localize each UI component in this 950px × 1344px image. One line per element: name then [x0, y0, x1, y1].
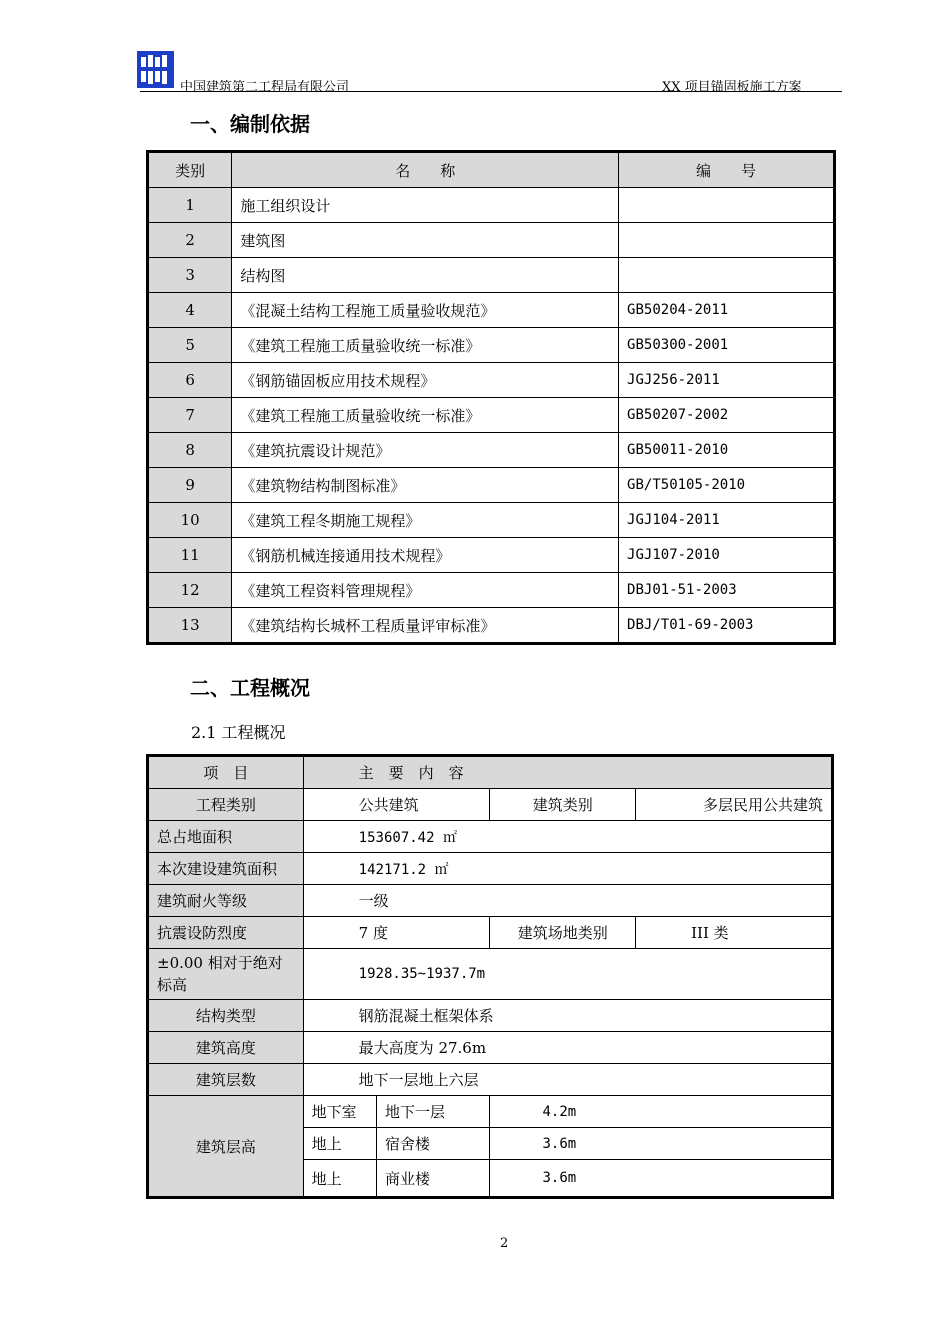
table-row: [148, 917, 833, 949]
table-row: [148, 1064, 833, 1096]
row-name: 施工组织设计: [232, 188, 619, 223]
building-type-label: 建筑类别: [490, 789, 636, 821]
floor-height-value: 3.6m: [490, 1160, 833, 1198]
row-code: [619, 258, 835, 293]
site-class-label: 建筑场地类别: [490, 917, 636, 949]
row-name: 《建筑抗震设计规范》: [232, 433, 619, 468]
table-row: [148, 433, 835, 468]
floor-level: 地上: [303, 1160, 376, 1198]
row-code: GB50300-2001: [619, 328, 835, 363]
floor-building: 地下一层: [376, 1096, 489, 1128]
land-area-value: 153607.42 ㎡: [303, 821, 832, 853]
row-code: DBJ/T01-69-2003: [619, 608, 835, 644]
row-code: GB50207-2002: [619, 398, 835, 433]
row-code: GB50011-2010: [619, 433, 835, 468]
floor-building: 宿舍楼: [376, 1128, 489, 1160]
row-number: 4: [148, 293, 232, 328]
table-row: [148, 258, 835, 293]
floor-count-value: 地下一层地上六层: [303, 1064, 832, 1096]
row-name: 《建筑工程施工质量验收统一标准》: [232, 328, 619, 363]
seismic-value: 7 度: [303, 917, 490, 949]
floor-height-label: 建筑层高: [148, 1096, 304, 1198]
row-name: 《建筑工程施工质量验收统一标准》: [232, 398, 619, 433]
table-row: [148, 538, 835, 573]
row-name: 建筑图: [232, 223, 619, 258]
floor-count-label: 建筑层数: [148, 1064, 304, 1096]
floor-level: 地下室: [303, 1096, 376, 1128]
row-number: 6: [148, 363, 232, 398]
document-title: XX 项目锚固板施工方案: [662, 80, 802, 95]
header-rule: [140, 91, 842, 92]
structure-type-value: 钢筋混凝土框架体系: [303, 1000, 832, 1032]
table-row: [148, 503, 835, 538]
row-code: JGJ104-2011: [619, 503, 835, 538]
project-type-value: 公共建筑: [303, 789, 490, 821]
row-code: JGJ256-2011: [619, 363, 835, 398]
table-row: [148, 328, 835, 363]
row-number: 9: [148, 468, 232, 503]
row-name: 《建筑工程冬期施工规程》: [232, 503, 619, 538]
header-name: 名 称: [232, 152, 619, 188]
row-number: 13: [148, 608, 232, 644]
row-name: 《钢筋锚固板应用技术规程》: [232, 363, 619, 398]
row-name: 《建筑工程资料管理规程》: [232, 573, 619, 608]
seismic-label: 抗震设防烈度: [148, 917, 304, 949]
table-row: [148, 853, 833, 885]
row-name: 《建筑物结构制图标准》: [232, 468, 619, 503]
table-row: [148, 468, 835, 503]
table-row: [148, 223, 835, 258]
row-name: 《建筑结构长城杯工程质量评审标准》: [232, 608, 619, 644]
fire-rating-value: 一级: [303, 885, 832, 917]
row-number: 7: [148, 398, 232, 433]
fire-rating-label: 建筑耐火等级: [148, 885, 304, 917]
building-type-value: 多层民用公共建筑: [636, 789, 833, 821]
row-number: 2: [148, 223, 232, 258]
row-code: [619, 223, 835, 258]
row-number: 8: [148, 433, 232, 468]
building-height-value: 最大高度为 27.6m: [303, 1032, 832, 1064]
row-code: GB50204-2011: [619, 293, 835, 328]
table-row: [148, 821, 833, 853]
header-category: 类别: [148, 152, 232, 188]
table-row: [148, 188, 835, 223]
floor-building: 商业楼: [376, 1160, 489, 1198]
floor-height-value: 4.2m: [490, 1096, 833, 1128]
structure-type-label: 结构类型: [148, 1000, 304, 1032]
row-name: 《钢筋机械连接通用技术规程》: [232, 538, 619, 573]
basis-table: [146, 150, 836, 645]
page-number: 2: [500, 1236, 509, 1251]
floor-level: 地上: [303, 1128, 376, 1160]
row-number: 5: [148, 328, 232, 363]
row-name: 结构图: [232, 258, 619, 293]
row-number: 12: [148, 573, 232, 608]
table-row: [148, 1000, 833, 1032]
table-row: [148, 1032, 833, 1064]
site-class-value: III 类: [636, 917, 833, 949]
row-code: [619, 188, 835, 223]
table-row: [148, 949, 833, 1000]
company-name: 中国建筑第二工程局有限公司: [180, 80, 350, 95]
table-row: [148, 398, 835, 433]
row-code: JGJ107-2010: [619, 538, 835, 573]
table-row: [148, 885, 833, 917]
table-row: [148, 789, 833, 821]
table-header-row: [148, 152, 835, 188]
table-row: [148, 293, 835, 328]
company-logo: [137, 51, 174, 88]
header-content: 主 要 内 容: [303, 756, 832, 789]
elevation-value: 1928.35~1937.7m: [303, 949, 832, 1000]
elevation-label: ±0.00 相对于绝对标高: [148, 949, 304, 1000]
header-code: 编 号: [619, 152, 835, 188]
subsection-heading: 2.1 工程概况: [191, 723, 286, 742]
table-header-row: [148, 756, 833, 789]
row-number: 11: [148, 538, 232, 573]
row-code: DBJ01-51-2003: [619, 573, 835, 608]
row-code: GB/T50105-2010: [619, 468, 835, 503]
build-area-label: 本次建设建筑面积: [148, 853, 304, 885]
section-heading-overview: 二、工程概况: [190, 676, 310, 700]
floor-height-value: 3.6m: [490, 1128, 833, 1160]
overview-table: [146, 754, 834, 1199]
row-name: 《混凝土结构工程施工质量验收规范》: [232, 293, 619, 328]
table-row: [148, 363, 835, 398]
table-row: [148, 573, 835, 608]
row-number: 1: [148, 188, 232, 223]
section-heading-basis: 一、编制依据: [190, 112, 310, 136]
header-item: 项 目: [148, 756, 304, 789]
row-number: 3: [148, 258, 232, 293]
building-height-label: 建筑高度: [148, 1032, 304, 1064]
row-number: 10: [148, 503, 232, 538]
table-row: [148, 608, 835, 644]
table-row: [148, 1096, 833, 1128]
land-area-label: 总占地面积: [148, 821, 304, 853]
build-area-value: 142171.2 ㎡: [303, 853, 832, 885]
project-type-label: 工程类别: [148, 789, 304, 821]
